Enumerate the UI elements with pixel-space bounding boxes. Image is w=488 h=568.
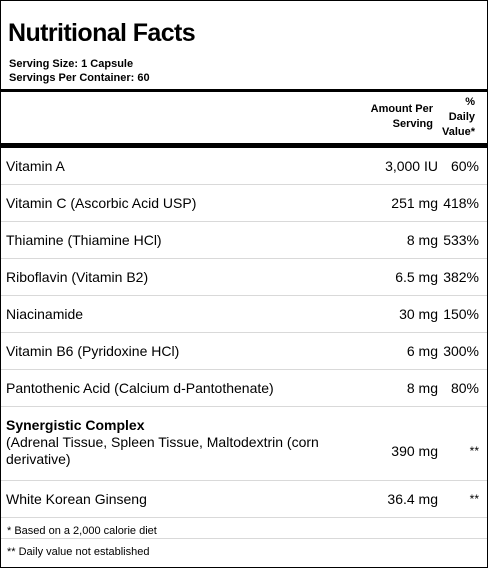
daily-value-header	[433, 95, 475, 140]
nutrient-detail: (Adrenal Tissue, Spleen Tissue, Maltodextrin (corn derivative)	[6, 434, 319, 467]
dv-header-line: Value*	[441, 126, 475, 138]
dv-header-line: %	[465, 96, 475, 108]
table-row	[1, 333, 487, 370]
nutrient-daily-value: 382%	[443, 269, 479, 285]
table-row	[1, 222, 487, 259]
nutrient-daily-value: **	[469, 444, 479, 458]
nutrient-name: Vitamin C (Ascorbic Acid USP)	[6, 195, 197, 211]
nutrient-daily-value: 418%	[443, 195, 479, 211]
amount-per-serving-header	[343, 102, 433, 132]
table-row	[1, 481, 487, 518]
nutrient-amount: 3,000 IU	[385, 158, 438, 174]
nutrient-daily-value: 533%	[443, 232, 479, 248]
panel-title: Nutritional Facts	[8, 19, 196, 47]
nutrient-name: Niacinamide	[6, 306, 84, 322]
footnote-calorie-diet: * Based on a 2,000 calorie diet	[7, 525, 157, 537]
nutrient-daily-value: 300%	[443, 343, 479, 359]
nutrient-name: Vitamin A	[6, 158, 65, 174]
top-divider	[1, 89, 487, 92]
nutrient-name: Synergistic Complex	[6, 417, 145, 433]
table-row	[1, 370, 487, 407]
amount-header-line: Amount Per	[370, 103, 433, 115]
servings-per-container: Servings Per Container: 60	[9, 72, 150, 84]
footnote-not-established: ** Daily value not established	[7, 546, 150, 558]
nutrient-daily-value: 60%	[450, 158, 479, 174]
table-row	[1, 259, 487, 296]
nutrient-name: Thiamine (Thiamine HCl)	[6, 232, 162, 248]
nutrient-table	[1, 148, 487, 518]
table-row	[1, 185, 487, 222]
nutrient-name: Riboflavin (Vitamin B2)	[6, 269, 149, 285]
nutrient-name: White Korean Ginseng	[6, 491, 147, 507]
footnote-divider	[1, 538, 487, 539]
serving-size: Serving Size: 1 Capsule	[9, 58, 134, 70]
nutrient-name-block	[6, 417, 336, 468]
amount-header-line: Serving	[392, 118, 433, 130]
nutrient-name: Vitamin B6 (Pyridoxine HCl)	[6, 343, 180, 359]
dv-header-line: Daily	[448, 111, 475, 123]
nutrient-daily-value: **	[469, 492, 479, 506]
nutrient-amount: 8 mg	[406, 232, 438, 248]
table-row	[1, 296, 487, 333]
table-row	[1, 407, 487, 481]
nutrient-daily-value: 150%	[443, 306, 479, 322]
nutrient-daily-value: 80%	[450, 380, 479, 396]
nutrient-amount: 6.5 mg	[395, 269, 438, 285]
nutrient-amount: 8 mg	[406, 380, 438, 396]
nutrient-amount: 6 mg	[406, 343, 438, 359]
nutrient-amount: 390 mg	[391, 443, 438, 459]
nutrient-name: Pantothenic Acid (Calcium d-Pantothenate)	[6, 380, 274, 396]
table-row	[1, 148, 487, 185]
nutrient-amount: 36.4 mg	[387, 491, 438, 507]
nutrient-amount: 251 mg	[391, 195, 438, 211]
nutrient-amount: 30 mg	[399, 306, 438, 322]
